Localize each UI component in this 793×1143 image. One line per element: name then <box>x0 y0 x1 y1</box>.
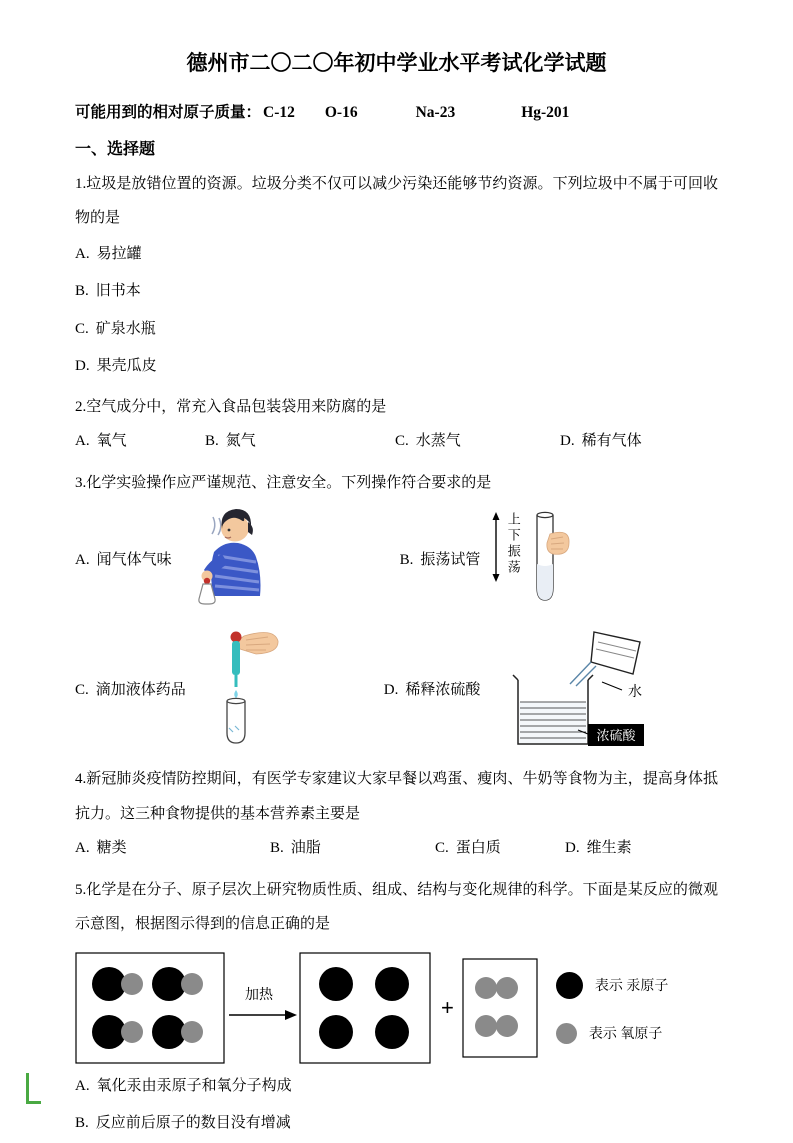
mercury-atoms <box>319 967 409 1049</box>
option-d <box>565 833 632 865</box>
shake-test-tube-illustration <box>490 508 569 608</box>
option-label: A. <box>75 840 90 856</box>
option-text: 闻气体气味 <box>96 551 172 568</box>
option-label: A. <box>75 433 90 449</box>
legend-oxygen-label: 表示 氧原子 <box>588 1027 663 1042</box>
hand-icon <box>238 632 277 654</box>
question-4-options <box>75 833 718 865</box>
question-5-stem: 5.化学是在分子、原子层次上研究物质性质、组成、结构与变化规律的科学。下面是某反应的微观示意图，根据图示得到的信息正确的是 <box>75 881 718 932</box>
question-1-options <box>75 236 718 386</box>
mercury-product-box <box>299 952 431 1064</box>
up-down-arrow-icon <box>490 508 502 588</box>
legend-mercury-label: 表示 汞原子 <box>594 979 669 994</box>
option-text: 糖类 <box>96 840 127 856</box>
test-tube-icon <box>227 698 245 743</box>
option-c <box>75 678 186 699</box>
test-tube-in-hand-icon <box>522 508 570 608</box>
mercury-oxide-molecules <box>92 967 203 1049</box>
option-a <box>75 1068 718 1106</box>
question-5 <box>75 873 718 1143</box>
option-b <box>75 273 718 311</box>
option-text: 蛋白质 <box>455 840 501 856</box>
option-text: 水蒸气 <box>415 433 461 449</box>
option-a <box>75 426 205 458</box>
option-label: B. <box>270 840 284 856</box>
option-text: 反应前后原子的数目没有增减 <box>95 1115 291 1131</box>
reactant-box <box>75 952 225 1064</box>
option-d <box>384 678 481 699</box>
shake-direction-label: 上下振荡 <box>505 512 521 576</box>
option-d <box>560 426 642 458</box>
option-b <box>75 1105 718 1143</box>
option-label: A. <box>75 1077 90 1094</box>
mass-carbon: C-12 <box>263 103 295 121</box>
acid-label: 浓硫酸 <box>596 728 636 743</box>
option-b <box>205 426 395 458</box>
option-b <box>400 548 481 569</box>
option-text: 氧气 <box>96 433 127 449</box>
option-label: B. <box>75 283 89 299</box>
legend-oxygen <box>556 1023 669 1044</box>
question-4-stem: 4.新冠肺炎疫情防控期间，有医学专家建议大家早餐以鸡蛋、瘦肉、牛奶等食物为主，提高身体抵抗力。这三种食物提供的基本营养素主要是 <box>75 771 718 822</box>
option-text: 振荡试管 <box>420 551 481 568</box>
option-text: 氧化汞由汞原子和氧分子构成 <box>96 1077 292 1094</box>
boy-icon <box>201 509 260 596</box>
water-label: 水 <box>628 685 643 700</box>
option-label: B. <box>205 433 219 449</box>
option-text: 果壳瓜皮 <box>96 358 157 374</box>
question-3 <box>75 466 718 755</box>
option-c <box>75 311 718 349</box>
question-2-options <box>75 426 718 458</box>
arrow-condition-label: 加热 <box>245 987 273 1003</box>
section-heading: 一、选择题 <box>75 140 156 158</box>
page-title: 德州市二〇二〇年初中学业水平考试化学试题 <box>186 51 607 75</box>
plus-sign: + <box>441 994 454 1020</box>
option-label: D. <box>565 840 580 856</box>
option-text: 氮气 <box>225 433 256 449</box>
option-label: A. <box>75 245 90 262</box>
smell-gas-illustration <box>178 502 278 614</box>
option-label: D. <box>383 681 399 698</box>
atomic-masses-line <box>75 100 718 122</box>
pouring-beaker-icon <box>570 632 640 686</box>
option-a <box>75 236 718 274</box>
mass-sodium: Na-23 <box>415 103 456 121</box>
reaction-micro-diagram <box>75 952 718 1064</box>
question-5-options <box>75 1068 718 1143</box>
question-2-stem: 2.空气成分中，常充入食品包装袋用来防腐的是 <box>75 398 387 415</box>
option-label: C. <box>395 433 409 449</box>
oxygen-atom-icon <box>556 1023 577 1044</box>
beaker-icon <box>513 675 593 744</box>
option-text: 滴加液体药品 <box>95 681 186 698</box>
experiment-row-1 <box>75 502 718 614</box>
mercury-atom-icon <box>556 972 583 999</box>
mass-mercury: Hg-201 <box>521 103 570 121</box>
option-label: C. <box>75 681 89 698</box>
oxygen-product-box <box>462 958 538 1058</box>
option-text: 维生素 <box>586 840 632 856</box>
waft-lines-icon <box>212 517 221 535</box>
option-label: D. <box>75 358 90 374</box>
diagram-legend <box>556 972 669 1044</box>
option-label: C. <box>75 320 89 337</box>
option-d <box>75 348 718 386</box>
option-b <box>270 833 435 865</box>
option-text: 矿泉水瓶 <box>95 320 156 337</box>
scan-corner-mark <box>26 1073 41 1104</box>
option-c <box>395 426 560 458</box>
option-label: A. <box>75 551 90 568</box>
mass-oxygen: O-16 <box>324 103 358 121</box>
experiment-row-2 <box>75 622 718 754</box>
option-text: 油脂 <box>290 840 321 856</box>
dilute-acid-illustration <box>490 622 648 754</box>
water-label-group <box>602 682 642 700</box>
atomic-masses-label: 可能用到的相对原子质量： <box>75 103 262 121</box>
dropper-illustration <box>194 627 280 749</box>
option-label: D. <box>560 433 575 449</box>
option-label: C. <box>435 840 449 856</box>
legend-mercury <box>556 972 669 999</box>
question-2 <box>75 390 718 458</box>
option-a <box>75 548 172 569</box>
question-4 <box>75 762 718 865</box>
reaction-arrow-icon <box>225 983 299 1033</box>
option-text: 旧书本 <box>95 283 141 299</box>
option-text: 易拉罐 <box>96 245 142 262</box>
option-label: B. <box>399 551 414 568</box>
option-a <box>75 833 270 865</box>
oxygen-molecules <box>475 977 518 1037</box>
option-label: B. <box>75 1115 89 1131</box>
option-c <box>435 833 565 865</box>
question-1 <box>75 167 718 386</box>
question-3-stem: 3.化学实验操作应严谨规范、注意安全。下列操作符合要求的是 <box>75 474 492 491</box>
question-1-stem: 1.垃圾是放错位置的资源。垃圾分类不仅可以减少污染还能够节约资源。下列垃圾中不属于可回收物的是 <box>75 175 718 226</box>
option-text: 稀有气体 <box>581 433 642 449</box>
option-text: 稀释浓硫酸 <box>405 681 481 698</box>
